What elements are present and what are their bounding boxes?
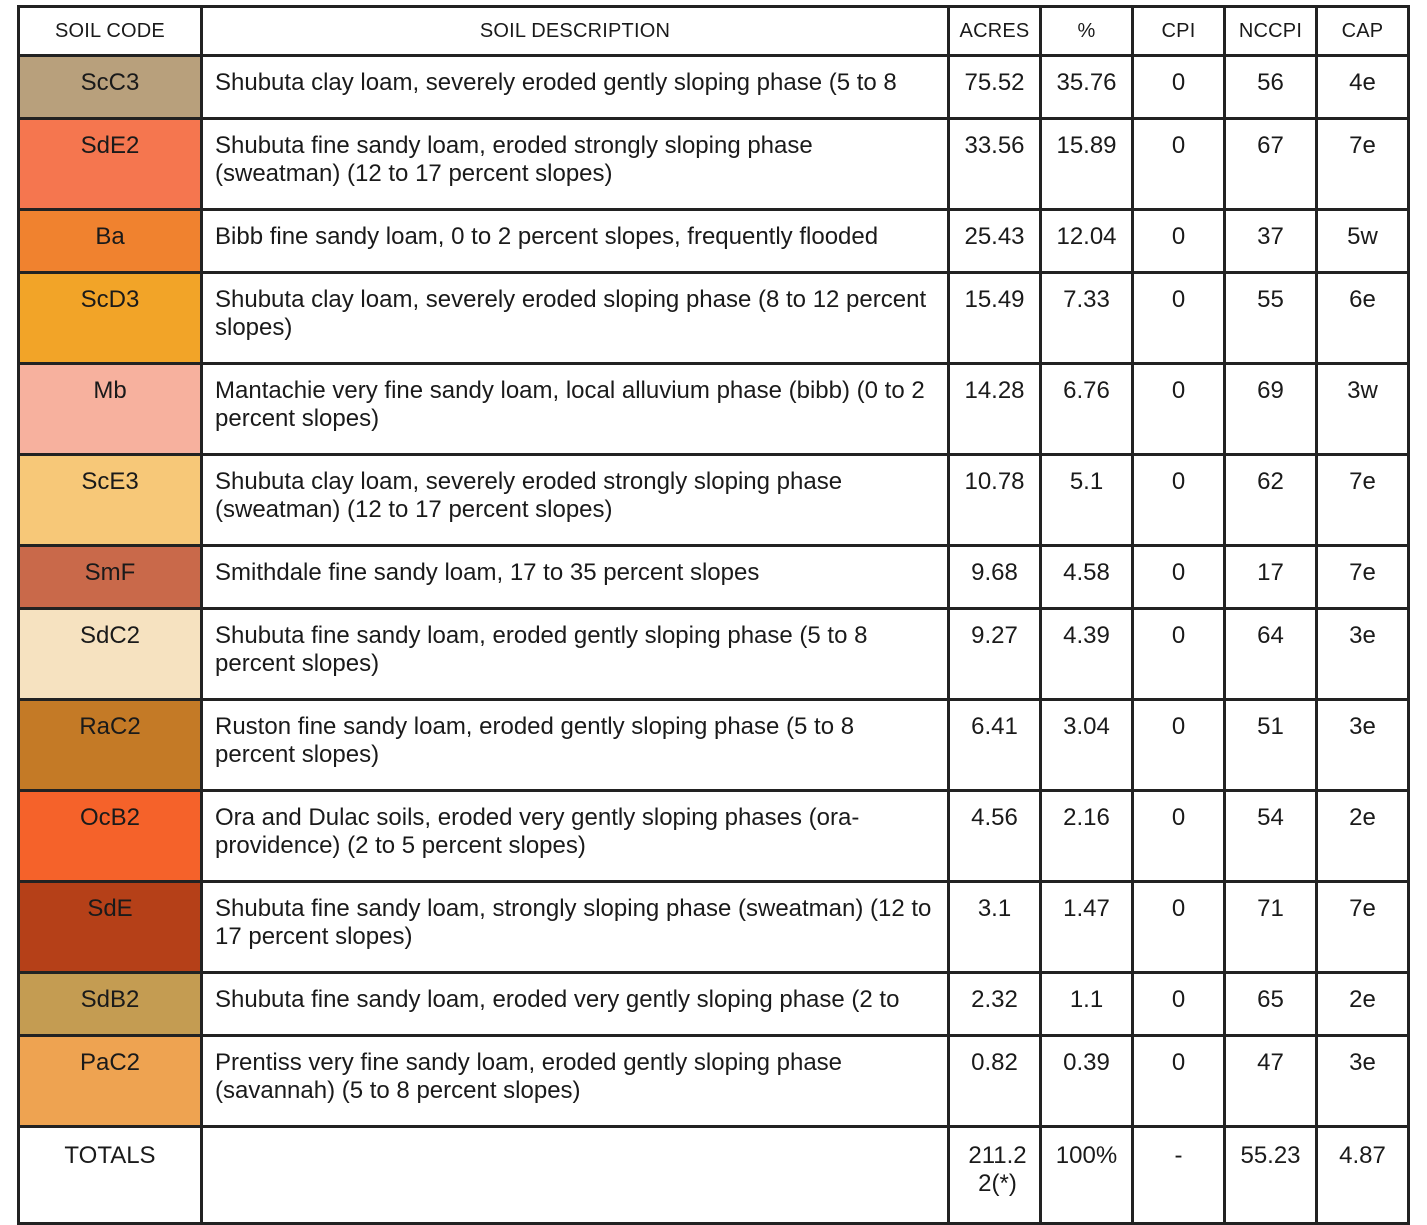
table-row (19, 455, 1409, 546)
table-row (19, 609, 1409, 700)
totals-percent: 100% (1041, 1127, 1133, 1224)
header-nccpi: NCCPI (1225, 7, 1317, 56)
soil-description-cell: Shubuta clay loam, severely eroded gently sloping phase (5 to 8 (202, 56, 949, 119)
nccpi-cell: 47 (1225, 1036, 1317, 1127)
soil-code-cell: OcB2 (19, 791, 202, 882)
header-soil-description: SOIL DESCRIPTION (202, 7, 949, 56)
percent-cell: 12.04 (1041, 210, 1133, 273)
acres-cell: 15.49 (949, 273, 1041, 364)
soil-code-cell: ScD3 (19, 273, 202, 364)
cap-cell: 2e (1317, 791, 1409, 882)
cap-cell: 5w (1317, 210, 1409, 273)
percent-cell: 4.58 (1041, 546, 1133, 609)
table-row (19, 273, 1409, 364)
soil-description-cell: Shubuta fine sandy loam, strongly sloping phase (sweatman) (12 to 17 percent slopes) (202, 882, 949, 973)
table-row (19, 546, 1409, 609)
soil-description-cell: Prentiss very fine sandy loam, eroded gently sloping phase (savannah) (5 to 8 percent slopes) (202, 1036, 949, 1127)
nccpi-cell: 51 (1225, 700, 1317, 791)
acres-cell: 75.52 (949, 56, 1041, 119)
nccpi-cell: 71 (1225, 882, 1317, 973)
cap-cell: 3e (1317, 1036, 1409, 1127)
percent-cell: 6.76 (1041, 364, 1133, 455)
soil-code-cell: SdE2 (19, 119, 202, 210)
table-row (19, 882, 1409, 973)
acres-cell: 6.41 (949, 700, 1041, 791)
acres-cell: 33.56 (949, 119, 1041, 210)
nccpi-cell: 37 (1225, 210, 1317, 273)
acres-cell: 0.82 (949, 1036, 1041, 1127)
percent-cell: 1.1 (1041, 973, 1133, 1036)
header-cap: CAP (1317, 7, 1409, 56)
totals-cap: 4.87 (1317, 1127, 1409, 1224)
header-row (19, 7, 1409, 56)
cpi-cell: 0 (1133, 609, 1225, 700)
percent-cell: 15.89 (1041, 119, 1133, 210)
cpi-cell: 0 (1133, 546, 1225, 609)
percent-cell: 35.76 (1041, 56, 1133, 119)
cpi-cell: 0 (1133, 119, 1225, 210)
soil-code-cell: ScC3 (19, 56, 202, 119)
nccpi-cell: 55 (1225, 273, 1317, 364)
table-row (19, 364, 1409, 455)
percent-cell: 2.16 (1041, 791, 1133, 882)
totals-label: TOTALS (19, 1127, 202, 1224)
soil-description-cell: Shubuta clay loam, severely eroded strongly sloping phase (sweatman) (12 to 17 percent slopes) (202, 455, 949, 546)
percent-cell: 7.33 (1041, 273, 1133, 364)
totals-cpi: - (1133, 1127, 1225, 1224)
cpi-cell: 0 (1133, 882, 1225, 973)
soil-description-cell: Bibb fine sandy loam, 0 to 2 percent slopes, frequently flooded (202, 210, 949, 273)
soil-description-cell: Ruston fine sandy loam, eroded gently sloping phase (5 to 8 percent slopes) (202, 700, 949, 791)
soil-code-cell: SmF (19, 546, 202, 609)
nccpi-cell: 65 (1225, 973, 1317, 1036)
percent-cell: 5.1 (1041, 455, 1133, 546)
table-row (19, 700, 1409, 791)
soil-description-cell: Ora and Dulac soils, eroded very gently sloping phases (ora-providence) (2 to 5 percent slopes) (202, 791, 949, 882)
soil-table (17, 5, 1410, 1225)
cap-cell: 3e (1317, 609, 1409, 700)
totals-nccpi: 55.23 (1225, 1127, 1317, 1224)
totals-description-cell (202, 1127, 949, 1224)
soil-code-cell: ScE3 (19, 455, 202, 546)
cap-cell: 3w (1317, 364, 1409, 455)
header-acres: ACRES (949, 7, 1041, 56)
cpi-cell: 0 (1133, 973, 1225, 1036)
cap-cell: 7e (1317, 455, 1409, 546)
cap-cell: 7e (1317, 882, 1409, 973)
table-row (19, 1036, 1409, 1127)
table-row (19, 210, 1409, 273)
nccpi-cell: 69 (1225, 364, 1317, 455)
soil-code-cell: Ba (19, 210, 202, 273)
soil-description-cell: Smithdale fine sandy loam, 17 to 35 percent slopes (202, 546, 949, 609)
percent-cell: 4.39 (1041, 609, 1133, 700)
nccpi-cell: 64 (1225, 609, 1317, 700)
percent-cell: 0.39 (1041, 1036, 1133, 1127)
soil-code-cell: SdE (19, 882, 202, 973)
soil-code-cell: RaC2 (19, 700, 202, 791)
cap-cell: 2e (1317, 973, 1409, 1036)
soil-code-cell: PaC2 (19, 1036, 202, 1127)
cpi-cell: 0 (1133, 210, 1225, 273)
table-row (19, 56, 1409, 119)
soil-description-cell: Mantachie very fine sandy loam, local alluvium phase (bibb) (0 to 2 percent slopes) (202, 364, 949, 455)
acres-cell: 4.56 (949, 791, 1041, 882)
cap-cell: 7e (1317, 119, 1409, 210)
cpi-cell: 0 (1133, 791, 1225, 882)
cpi-cell: 0 (1133, 455, 1225, 546)
acres-cell: 2.32 (949, 973, 1041, 1036)
totals-acres: 211.22(*) (949, 1127, 1041, 1224)
table-row (19, 973, 1409, 1036)
soil-code-cell: SdB2 (19, 973, 202, 1036)
acres-cell: 9.68 (949, 546, 1041, 609)
cpi-cell: 0 (1133, 273, 1225, 364)
cap-cell: 7e (1317, 546, 1409, 609)
percent-cell: 3.04 (1041, 700, 1133, 791)
cap-cell: 4e (1317, 56, 1409, 119)
soil-code-cell: Mb (19, 364, 202, 455)
header-percent: % (1041, 7, 1133, 56)
cap-cell: 3e (1317, 700, 1409, 791)
percent-cell: 1.47 (1041, 882, 1133, 973)
acres-cell: 3.1 (949, 882, 1041, 973)
acres-cell: 14.28 (949, 364, 1041, 455)
table-row (19, 119, 1409, 210)
nccpi-cell: 54 (1225, 791, 1317, 882)
acres-cell: 9.27 (949, 609, 1041, 700)
totals-row (19, 1127, 1409, 1224)
nccpi-cell: 67 (1225, 119, 1317, 210)
table-row (19, 791, 1409, 882)
soil-description-cell: Shubuta fine sandy loam, eroded very gently sloping phase (2 to (202, 973, 949, 1036)
cpi-cell: 0 (1133, 1036, 1225, 1127)
header-soil-code: SOIL CODE (19, 7, 202, 56)
acres-cell: 25.43 (949, 210, 1041, 273)
nccpi-cell: 17 (1225, 546, 1317, 609)
cpi-cell: 0 (1133, 700, 1225, 791)
cap-cell: 6e (1317, 273, 1409, 364)
cpi-cell: 0 (1133, 364, 1225, 455)
soil-description-cell: Shubuta fine sandy loam, eroded gently sloping phase (5 to 8 percent slopes) (202, 609, 949, 700)
header-cpi: CPI (1133, 7, 1225, 56)
soil-description-cell: Shubuta fine sandy loam, eroded strongly sloping phase (sweatman) (12 to 17 percent slopes) (202, 119, 949, 210)
cpi-cell: 0 (1133, 56, 1225, 119)
soil-code-cell: SdC2 (19, 609, 202, 700)
soil-description-cell: Shubuta clay loam, severely eroded sloping phase (8 to 12 percent slopes) (202, 273, 949, 364)
nccpi-cell: 56 (1225, 56, 1317, 119)
acres-cell: 10.78 (949, 455, 1041, 546)
nccpi-cell: 62 (1225, 455, 1317, 546)
